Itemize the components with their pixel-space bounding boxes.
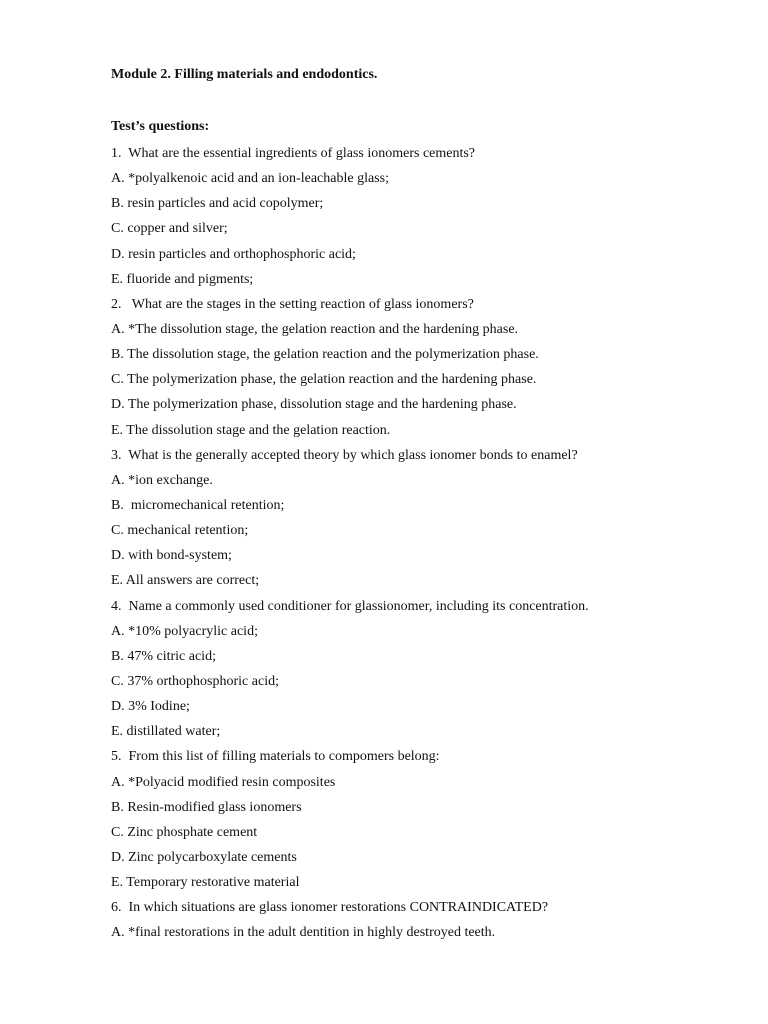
question-5-option-e: E. Temporary restorative material [111, 875, 300, 891]
question-2-option-b: B. The dissolution stage, the gelation reaction and the polymerization phase. [111, 347, 539, 363]
question-2: 2. What are the stages in the setting reaction of glass ionomers? [111, 296, 474, 312]
question-4: 4. Name a commonly used conditioner for glassionomer, including its concentration. [111, 598, 589, 614]
question-4-option-b: B. 47% citric acid; [111, 648, 216, 664]
question-5-option-a: A. *Polyacid modified resin composites [111, 774, 336, 790]
question-3-option-b: B. micromechanical retention; [111, 497, 285, 513]
question-3-option-e: E. All answers are correct; [111, 573, 260, 589]
document-page [111, 64, 751, 946]
question-5-option-c: C. Zinc phosphate cement [111, 824, 258, 840]
question-5-option-b: B. Resin-modified glass ionomers [111, 799, 302, 815]
question-3: 3. What is the generally accepted theory by which glass ionomer bonds to enamel? [111, 447, 578, 463]
question-1-option-b: B. resin particles and acid copolymer; [111, 196, 324, 212]
question-6-option-a: A. *final restorations in the adult dentition in highly destroyed teeth. [111, 925, 496, 941]
question-2-option-e: E. The dissolution stage and the gelation reaction. [111, 422, 391, 438]
question-6: 6. In which situations are glass ionomer restorations CONTRAINDICATED? [111, 900, 549, 916]
question-1-option-c: C. copper and silver; [111, 221, 228, 237]
question-4-option-e: E. distillated water; [111, 724, 221, 740]
document-title: Module 2. Filling materials and endodontics. [111, 67, 378, 82]
question-4-option-d: D. 3% Iodine; [111, 699, 190, 715]
question-3-option-c: C. mechanical retention; [111, 523, 249, 539]
question-4-option-c: C. 37% orthophosphoric acid; [111, 673, 279, 689]
question-3-option-a: A. *ion exchange. [111, 472, 213, 488]
question-1: 1. What are the essential ingredients of glass ionomers cements? [111, 146, 476, 161]
question-2-option-d: D. The polymerization phase, dissolution stage and the hardening phase. [111, 397, 517, 413]
question-1-option-e: E. fluoride and pigments; [111, 271, 254, 287]
section-heading: Test’s questions: [111, 119, 210, 134]
question-5-option-d: D. Zinc polycarboxylate cements [111, 849, 297, 865]
question-2-option-a: A. *The dissolution stage, the gelation reaction and the hardening phase. [111, 321, 519, 337]
question-1-option-d: D. resin particles and orthophosphoric acid; [111, 246, 356, 262]
question-2-option-c: C. The polymerization phase, the gelation reaction and the hardening phase. [111, 372, 537, 388]
question-3-option-d: D. with bond-system; [111, 548, 232, 564]
question-4-option-a: A. *10% polyacrylic acid; [111, 623, 258, 639]
question-5: 5. From this list of filling materials to compomers belong: [111, 749, 440, 765]
question-1-option-a: A. *polyalkenoic acid and an ion-leachable glass; [111, 171, 389, 187]
